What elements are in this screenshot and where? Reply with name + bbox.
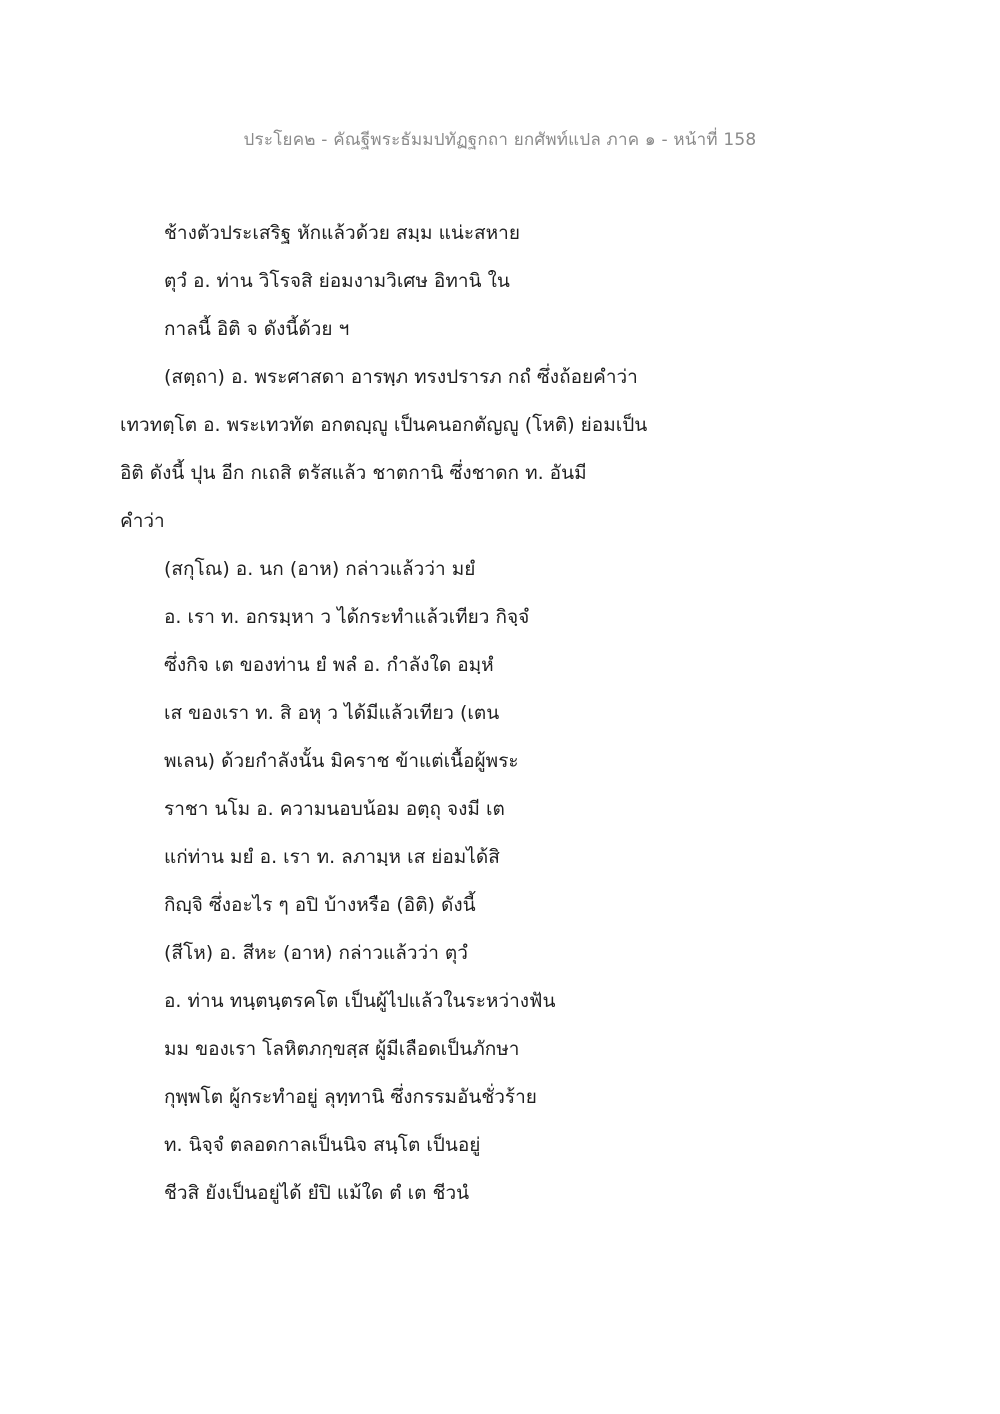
text-line: คำว่า xyxy=(120,510,165,532)
text-line: ราชา นโม อ. ความนอบน้อม อตฺถุ จงมี เต xyxy=(164,798,505,820)
text-line: แก่ท่าน มยํ อ. เรา ท. ลภามฺห เส ย่อมได้สิ xyxy=(164,846,500,868)
text-line: (สีโห) อ. สีหะ (อาห) กล่าวแล้วว่า ตุวํ xyxy=(164,942,468,964)
text-line: (สตฺถา) อ. พระศาสดา อารพฺภ ทรงปรารภ กถํ ซึ่งถ้อยคำว่า xyxy=(164,366,638,388)
text-line: กิญฺจิ ซึ่งอะไร ๆ อปิ บ้างหรือ (อิติ) ดังนี้ xyxy=(164,894,476,916)
text-line: อ. เรา ท. อกรมฺหา ว ได้กระทำแล้วเทียว กิจฺจํ xyxy=(164,606,530,628)
text-line: พเลน) ด้วยกำลังนั้น มิคราช ข้าแต่เนื้อผู้พระ xyxy=(164,750,519,772)
text-line: ช้างตัวประเสริฐ หักแล้วด้วย สมฺม แน่ะสหาย xyxy=(164,222,520,244)
text-line: อ. ท่าน ทนฺตนฺตรคโต เป็นผู้ไปแล้วในระหว่างฟัน xyxy=(164,990,556,1012)
text-line: ท. นิจฺจํ ตลอดกาลเป็นนิจ สนฺโต เป็นอยู่ xyxy=(164,1134,481,1156)
text-line: เทวทตฺโต อ. พระเทวทัต อกตญฺญู เป็นคนอกตัญญู (โหติ) ย่อมเป็น xyxy=(120,414,648,436)
text-line: ซึ่งกิจ เต ของท่าน ยํ พลํ อ. กำลังใด อมฺหํ xyxy=(164,654,494,676)
text-line: ตุวํ อ. ท่าน วิโรจสิ ย่อมงามวิเศษ อิทานิ ใน xyxy=(164,270,510,292)
page-header: ประโยค๒ - คัณฐีพระธัมมปทัฏฐกถา ยกศัพท์แปล ภาค ๑ - หน้าที่ 158 xyxy=(243,130,757,150)
text-line: มม ของเรา โลหิตภกฺขสฺส ผู้มีเลือดเป็นภักษา xyxy=(164,1038,520,1060)
text-line: อิติ ดังนี้ ปุน อีก กเถสิ ตรัสแล้ว ชาตกานิ ซึ่งชาดก ท. อันมี xyxy=(120,462,587,484)
text-line: เส ของเรา ท. สิ อหุ ว ได้มีแล้วเทียว (เตน xyxy=(164,702,500,724)
text-line: (สกุโณ) อ. นก (อาห) กล่าวแล้วว่า มยํ xyxy=(164,558,476,580)
text-line: กาลนี้ อิติ จ ดังนี้ด้วย ฯ xyxy=(164,318,350,340)
text-line: กุพฺพโต ผู้กระทำอยู่ ลุทฺทานิ ซึ่งกรรมอันชั่วร้าย xyxy=(164,1086,537,1108)
text-line: ชีวสิ ยังเป็นอยู่ได้ ยํปิ แม้ใด ตํ เต ชีวนํ xyxy=(164,1182,470,1204)
